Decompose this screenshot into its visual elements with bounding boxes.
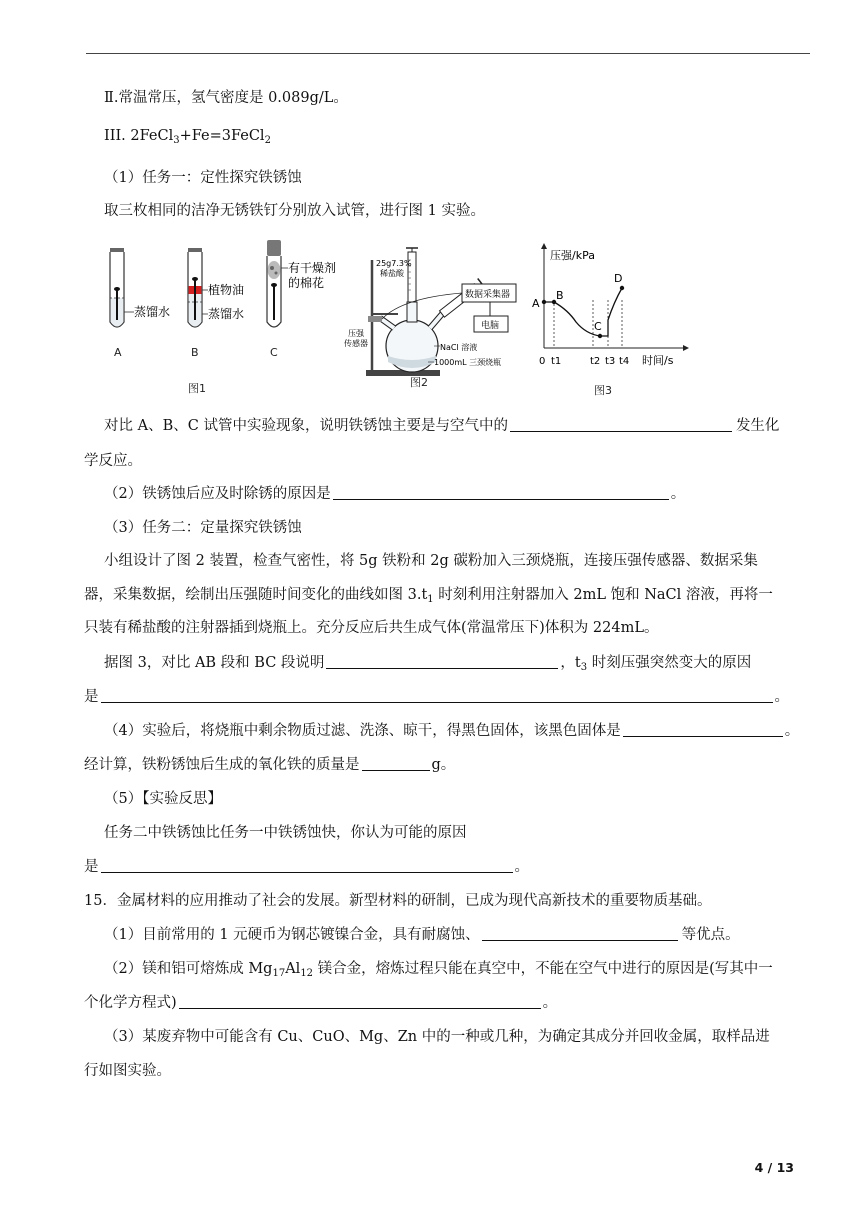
task2-heading: （3）任务二：定量探究铁锈蚀 xyxy=(104,520,302,536)
answer-blank-6[interactable] xyxy=(362,755,430,771)
answer-blank-8[interactable] xyxy=(482,925,678,941)
reflection-heading: （5）【实验反思】 xyxy=(104,791,222,807)
origin-label: 0 xyxy=(539,356,546,367)
text-line: （2）镁和铝可熔炼成 $Mg_{17}Al_{12}$ 镁合金，熔炼过程只能在真空中，不能在空气中进行的原因是(写其中一 xyxy=(104,961,773,979)
figure-2-caption: 图2 xyxy=(410,376,428,389)
text-line: 行如图实验。 xyxy=(84,1063,171,1079)
x-axis-label: 时间/s xyxy=(642,354,674,367)
text-line: 任务二中铁锈蚀比任务一中铁锈蚀快，你认为可能的原因 xyxy=(104,825,467,841)
answer-blank-5[interactable] xyxy=(623,721,783,737)
question-line: （4）实验后，将烧瓶中剩余物质过滤、洗涤、晾干，得黑色固体，该黑色固体是 。 xyxy=(104,723,800,739)
tube-b-label: B xyxy=(191,346,199,359)
label-b-oil: 植物油 xyxy=(208,283,245,297)
sensor-label-1: 压强 xyxy=(348,329,364,338)
nacl-label: NaCl 溶液 xyxy=(440,343,478,352)
pressure-sensor xyxy=(368,316,382,322)
t2-tick-label: t2 xyxy=(590,356,601,367)
label-c-desiccant-1: 有干燥剂 xyxy=(288,261,336,275)
point-c-marker xyxy=(598,334,602,338)
answer-blank-7[interactable] xyxy=(101,857,513,873)
test-tube-a xyxy=(110,248,170,359)
figure-1-caption: 图1 xyxy=(188,382,206,395)
question-line: 经计算，铁粉锈蚀后生成的氧化铁的质量是 g。 xyxy=(84,757,456,773)
hcl-label-2: 稀盐酸 xyxy=(380,269,404,278)
text-line: 只装有稀盐酸的注射器插到烧瓶上。充分反应后共生成气体(常温常压下)体积为 224mL。 xyxy=(84,620,659,636)
cotton-desiccant xyxy=(268,261,281,279)
answer-blank-4[interactable] xyxy=(101,687,773,703)
y-axis-label: 压强/kPa xyxy=(550,249,595,262)
hcl-label-1: 25g7.3% xyxy=(376,259,412,268)
tube-c-label: C xyxy=(270,346,278,359)
test-tube-c xyxy=(267,240,336,359)
equation-line: III. 2FeCl$_3$+Fe=3FeCl$_2$ xyxy=(104,128,271,146)
answer-blank-1[interactable] xyxy=(510,416,732,432)
collector-label: 数据采集器 xyxy=(465,290,511,300)
text-line: 器，采集数据，绘制出压强随时间变化的曲线如图 $3.t_1$ 时刻利用注射器加入 2mL 饱和 NaCl 溶液，再将一 xyxy=(84,587,773,605)
point-d-label: D xyxy=(614,272,623,285)
question-line: 对比 A、B、C 试管中实验现象，说明铁锈蚀主要是与空气中的 发生化 xyxy=(104,418,780,434)
flask-label: 1000mL 三颈烧瓶 xyxy=(434,358,502,367)
question-line: （2）铁锈蚀后应及时除锈的原因是 。 xyxy=(104,486,686,502)
figure-2 xyxy=(342,240,520,394)
stopper xyxy=(267,240,281,256)
text-line: 小组设计了图 2 装置，检查气密性，将 5g 铁粉和 2g 碳粉加入三颈烧瓶，连接压强传感器、数据采集 xyxy=(104,553,758,569)
sensor-label-2: 传感器 xyxy=(344,339,368,348)
label-c-desiccant-2: 的棉花 xyxy=(288,276,325,290)
computer-label: 电脑 xyxy=(481,321,500,331)
label-b-water: 蒸馏水 xyxy=(208,307,245,321)
point-c-label: C xyxy=(594,320,602,333)
question-15-heading: 15．金属材料的应用推动了社会的发展。新型材料的研制，已成为现代高新技术的重要物质基础。 xyxy=(84,893,712,909)
point-a-marker xyxy=(542,300,546,304)
figure-3-caption: 图3 xyxy=(594,384,612,397)
question-line: 是 。 xyxy=(84,689,789,705)
question-line: 据图 3，对比 AB 段和 BC 段说明 ，$t_3$ 时刻压强突然变大的原因 xyxy=(104,655,752,673)
t3-tick-label: t3 xyxy=(605,356,616,367)
pressure-curve xyxy=(532,272,629,367)
text-line: Ⅱ.常温常压，氢气密度是 0.089g/L。 xyxy=(104,90,348,106)
question-line: 是 。 xyxy=(84,859,529,875)
figure-1 xyxy=(96,236,336,405)
task1-heading: （1）任务一：定性探究铁锈蚀 xyxy=(104,170,302,186)
point-d-marker xyxy=(620,286,624,290)
figure-3 xyxy=(524,240,694,404)
roman-numeral: III. xyxy=(104,128,126,144)
question-line: 个化学方程式) 。 xyxy=(84,995,558,1011)
t4-tick-label: t4 xyxy=(619,356,630,367)
answer-blank-3[interactable] xyxy=(326,653,558,669)
text-line: （3）某废弃物中可能含有 Cu、CuO、Mg、Zn 中的一种或几种，为确定其成分并回收金属，取样品进 xyxy=(104,1029,770,1045)
tube-a-label: A xyxy=(114,346,122,359)
t1-tick-label: t1 xyxy=(551,356,562,367)
label-a-water: 蒸馏水 xyxy=(134,305,171,319)
point-a-label: A xyxy=(532,297,540,310)
page-number: 4 / 13 xyxy=(754,1160,794,1175)
header-rule xyxy=(86,53,810,54)
test-tube-b xyxy=(188,248,244,359)
text-line: 学反应。 xyxy=(84,453,142,469)
answer-blank-2[interactable] xyxy=(333,484,669,500)
question-line: （1）目前常用的 1 元硬币为钢芯镀镍合金，具有耐腐蚀、 等优点。 xyxy=(104,927,740,943)
point-b-label: B xyxy=(556,289,564,302)
answer-blank-9[interactable] xyxy=(179,993,541,1009)
text-line: 取三枚相同的洁净无锈铁钉分别放入试管，进行图 1 实验。 xyxy=(104,203,485,219)
